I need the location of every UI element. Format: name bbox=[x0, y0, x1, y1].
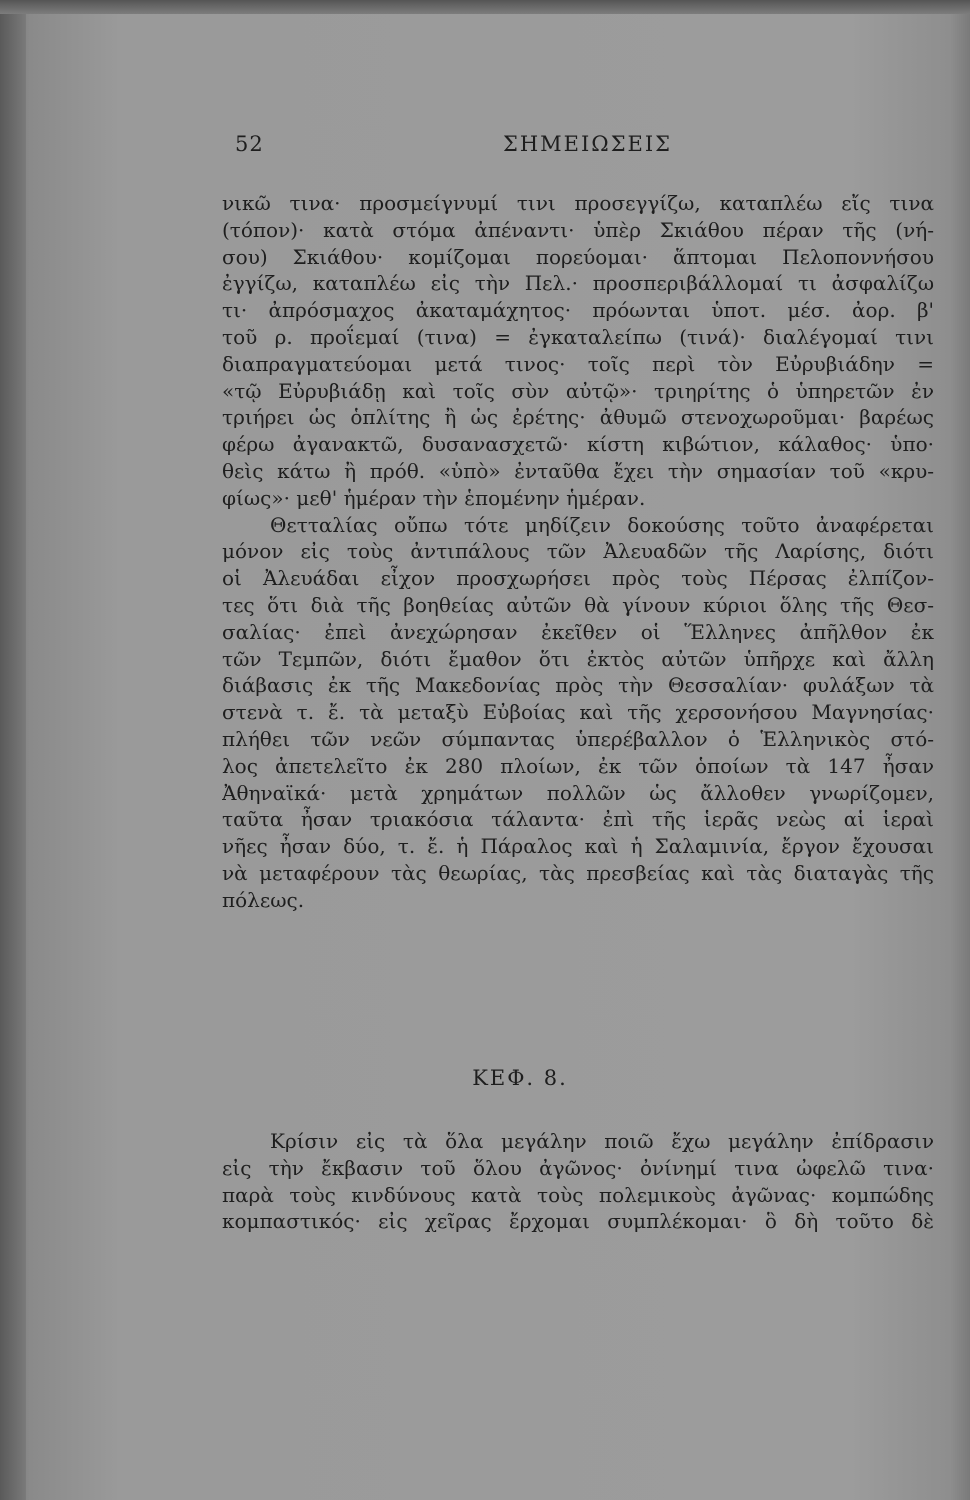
text-line: (τόπον)· κατὰ στόμα ἀπέναντι· ὑπὲρ Σκιάθου πέραν τῆς (νή- bbox=[222, 217, 934, 242]
page-top-shadow bbox=[0, 0, 970, 14]
notes-text bbox=[222, 190, 934, 914]
running-head: ΣΗΜΕΙΩΣΕΙΣ bbox=[503, 132, 673, 156]
text-line: σαλίας· ἐπεὶ ἀνεχώρησαν ἐκεῖθεν οἱ Ἕλληνες ἀπῆλθον ἐκ bbox=[222, 619, 934, 644]
text-line: φέρω ἀγανακτῶ, δυσανασχετῶ· κίστη κιβώτιον, κάλαθος· ὑπο· bbox=[222, 432, 934, 457]
text-line: Κρίσιν εἰς τὰ ὅλα μεγάλην ποιῶ ἔχω μεγάλην ἐπίδρασιν bbox=[270, 1129, 934, 1153]
text-line: τες ὅτι διὰ τῆς βοηθείας αὐτῶν θὰ γίνουν κύριοι ὅλης τῆς Θεσ- bbox=[222, 592, 934, 617]
text-line: τῶν Τεμπῶν, διότι ἔμαθον ὅτι ἐκτὸς αὐτῶν ὑπῆρχε καὶ ἄλλη bbox=[222, 646, 934, 671]
text-line: παρὰ τοὺς κινδύνους κατὰ τοὺς πολεμικοὺς ἀγῶνας· κομπώδης bbox=[222, 1182, 934, 1207]
page-binding-shadow bbox=[0, 0, 26, 1500]
text-line: στενὰ τ. ἔ. τὰ μεταξὺ Εὐβοίας καὶ τῆς χερσονήσου Μαγνησίας· bbox=[222, 700, 934, 725]
text-line: εἰς τὴν ἔκβασιν τοῦ ὅλου ἀγῶνος· ὀνίνημί τινα ὠφελῶ τινα· bbox=[222, 1155, 934, 1180]
text-line: Ἀθηναϊκά· μετὰ χρημάτων πολλῶν ὡς ἄλλοθεν γνωρίζομεν, bbox=[222, 780, 934, 805]
text-line: θεὶς κάτω ἢ πρόθ. «ὑπὸ» ἐνταῦθα ἔχει τὴν σημασίαν τοῦ «κρυ- bbox=[222, 458, 934, 483]
paragraph-2 bbox=[222, 512, 934, 914]
text-line: κομπαστικός· εἰς χεῖρας ἔρχομαι συμπλέκομαι· ὃ δὴ τοῦτο δὲ bbox=[222, 1209, 934, 1234]
text-line: φίως»· μεθ' ἡμέραν τὴν ἑπομένην ἡμέραν. bbox=[222, 485, 646, 510]
chapter-heading: ΚΕΦ. 8. bbox=[472, 1066, 568, 1090]
text-line: τοῦ ρ. προΐεμαί (τινα) = ἐγκαταλείπω (τινά)· διαλέγομαί τινι bbox=[222, 324, 934, 349]
text-line: νικῶ τινα· προσμείγνυμί τινι προσεγγίζω, καταπλέω εἴς τινα bbox=[222, 191, 934, 215]
chapter-notes-text bbox=[222, 1128, 934, 1235]
text-line: πλήθει τῶν νεῶν σύμπαντας ὑπερέβαλλον ὁ Ἑλληνικὸς στό- bbox=[222, 726, 934, 751]
text-line: διαπραγματεύομαι μετά τινος· τοῖς περὶ τὸν Εὐρυβιάδην = bbox=[222, 351, 934, 376]
text-line: ἐγγίζω, καταπλέω εἰς τὴν Πελ.· προσπεριβάλλομαί τι ἀσφαλίζω bbox=[222, 271, 934, 296]
text-line: πόλεως. bbox=[222, 887, 305, 912]
page-number: 52 bbox=[235, 132, 264, 156]
text-line: τι· ἀπρόσμαχος ἀκαταμάχητος· πρόωνται ὑποτ. μέσ. ἀορ. β' bbox=[222, 298, 934, 323]
text-line: μόνον εἰς τοὺς ἀντιπάλους τῶν Ἀλευαδῶν τῆς Λαρίσης, διότι bbox=[222, 539, 934, 564]
text-line: λος ἀπετελεῖτο ἐκ 280 πλοίων, ἐκ τῶν ὁποίων τὰ 147 ἦσαν bbox=[222, 753, 934, 778]
text-line: Θετταλίας οὔπω τότε μηδίζειν δοκούσης τοῦτο ἀναφέρεται bbox=[270, 512, 934, 537]
paragraph-3 bbox=[222, 1128, 934, 1235]
text-line: σου) Σκιάθου· κομίζομαι πορεύομαι· ἅπτομαι Πελοποννήσου bbox=[222, 244, 934, 269]
text-line: νῆες ἦσαν δύο, τ. ἔ. ἡ Πάραλος καὶ ἡ Σαλαμινία, ἔργον ἔχουσαι bbox=[222, 834, 934, 859]
text-line: νὰ μεταφέρουν τὰς θεωρίας, τὰς πρεσβείας καὶ τὰς διαταγὰς τῆς bbox=[222, 860, 934, 885]
text-line: «τῷ Εὐρυβιάδῃ καὶ τοῖς σὺν αὐτῷ»· τριηρίτης ὁ ὑπηρετῶν ἐν bbox=[222, 378, 934, 403]
paragraph-1 bbox=[222, 190, 934, 512]
text-line: ταῦτα ἦσαν τριακόσια τάλαντα· ἐπὶ τῆς ἱερᾶς νεὼς αἱ ἱεραὶ bbox=[222, 807, 934, 832]
page-header bbox=[235, 132, 935, 162]
text-line: διάβασις ἐκ τῆς Μακεδονίας πρὸς τὴν Θεσσαλίαν· φυλάξων τὰ bbox=[222, 673, 934, 698]
text-line: οἱ Ἀλευάδαι εἶχον προσχωρήσει πρὸς τοὺς Πέρσας ἐλπίζον- bbox=[222, 566, 934, 591]
text-line: τριήρει ὡς ὁπλίτης ἢ ὡς ἐρέτης· ἀθυμῶ στενοχωροῦμαι· βαρέως bbox=[222, 405, 934, 430]
